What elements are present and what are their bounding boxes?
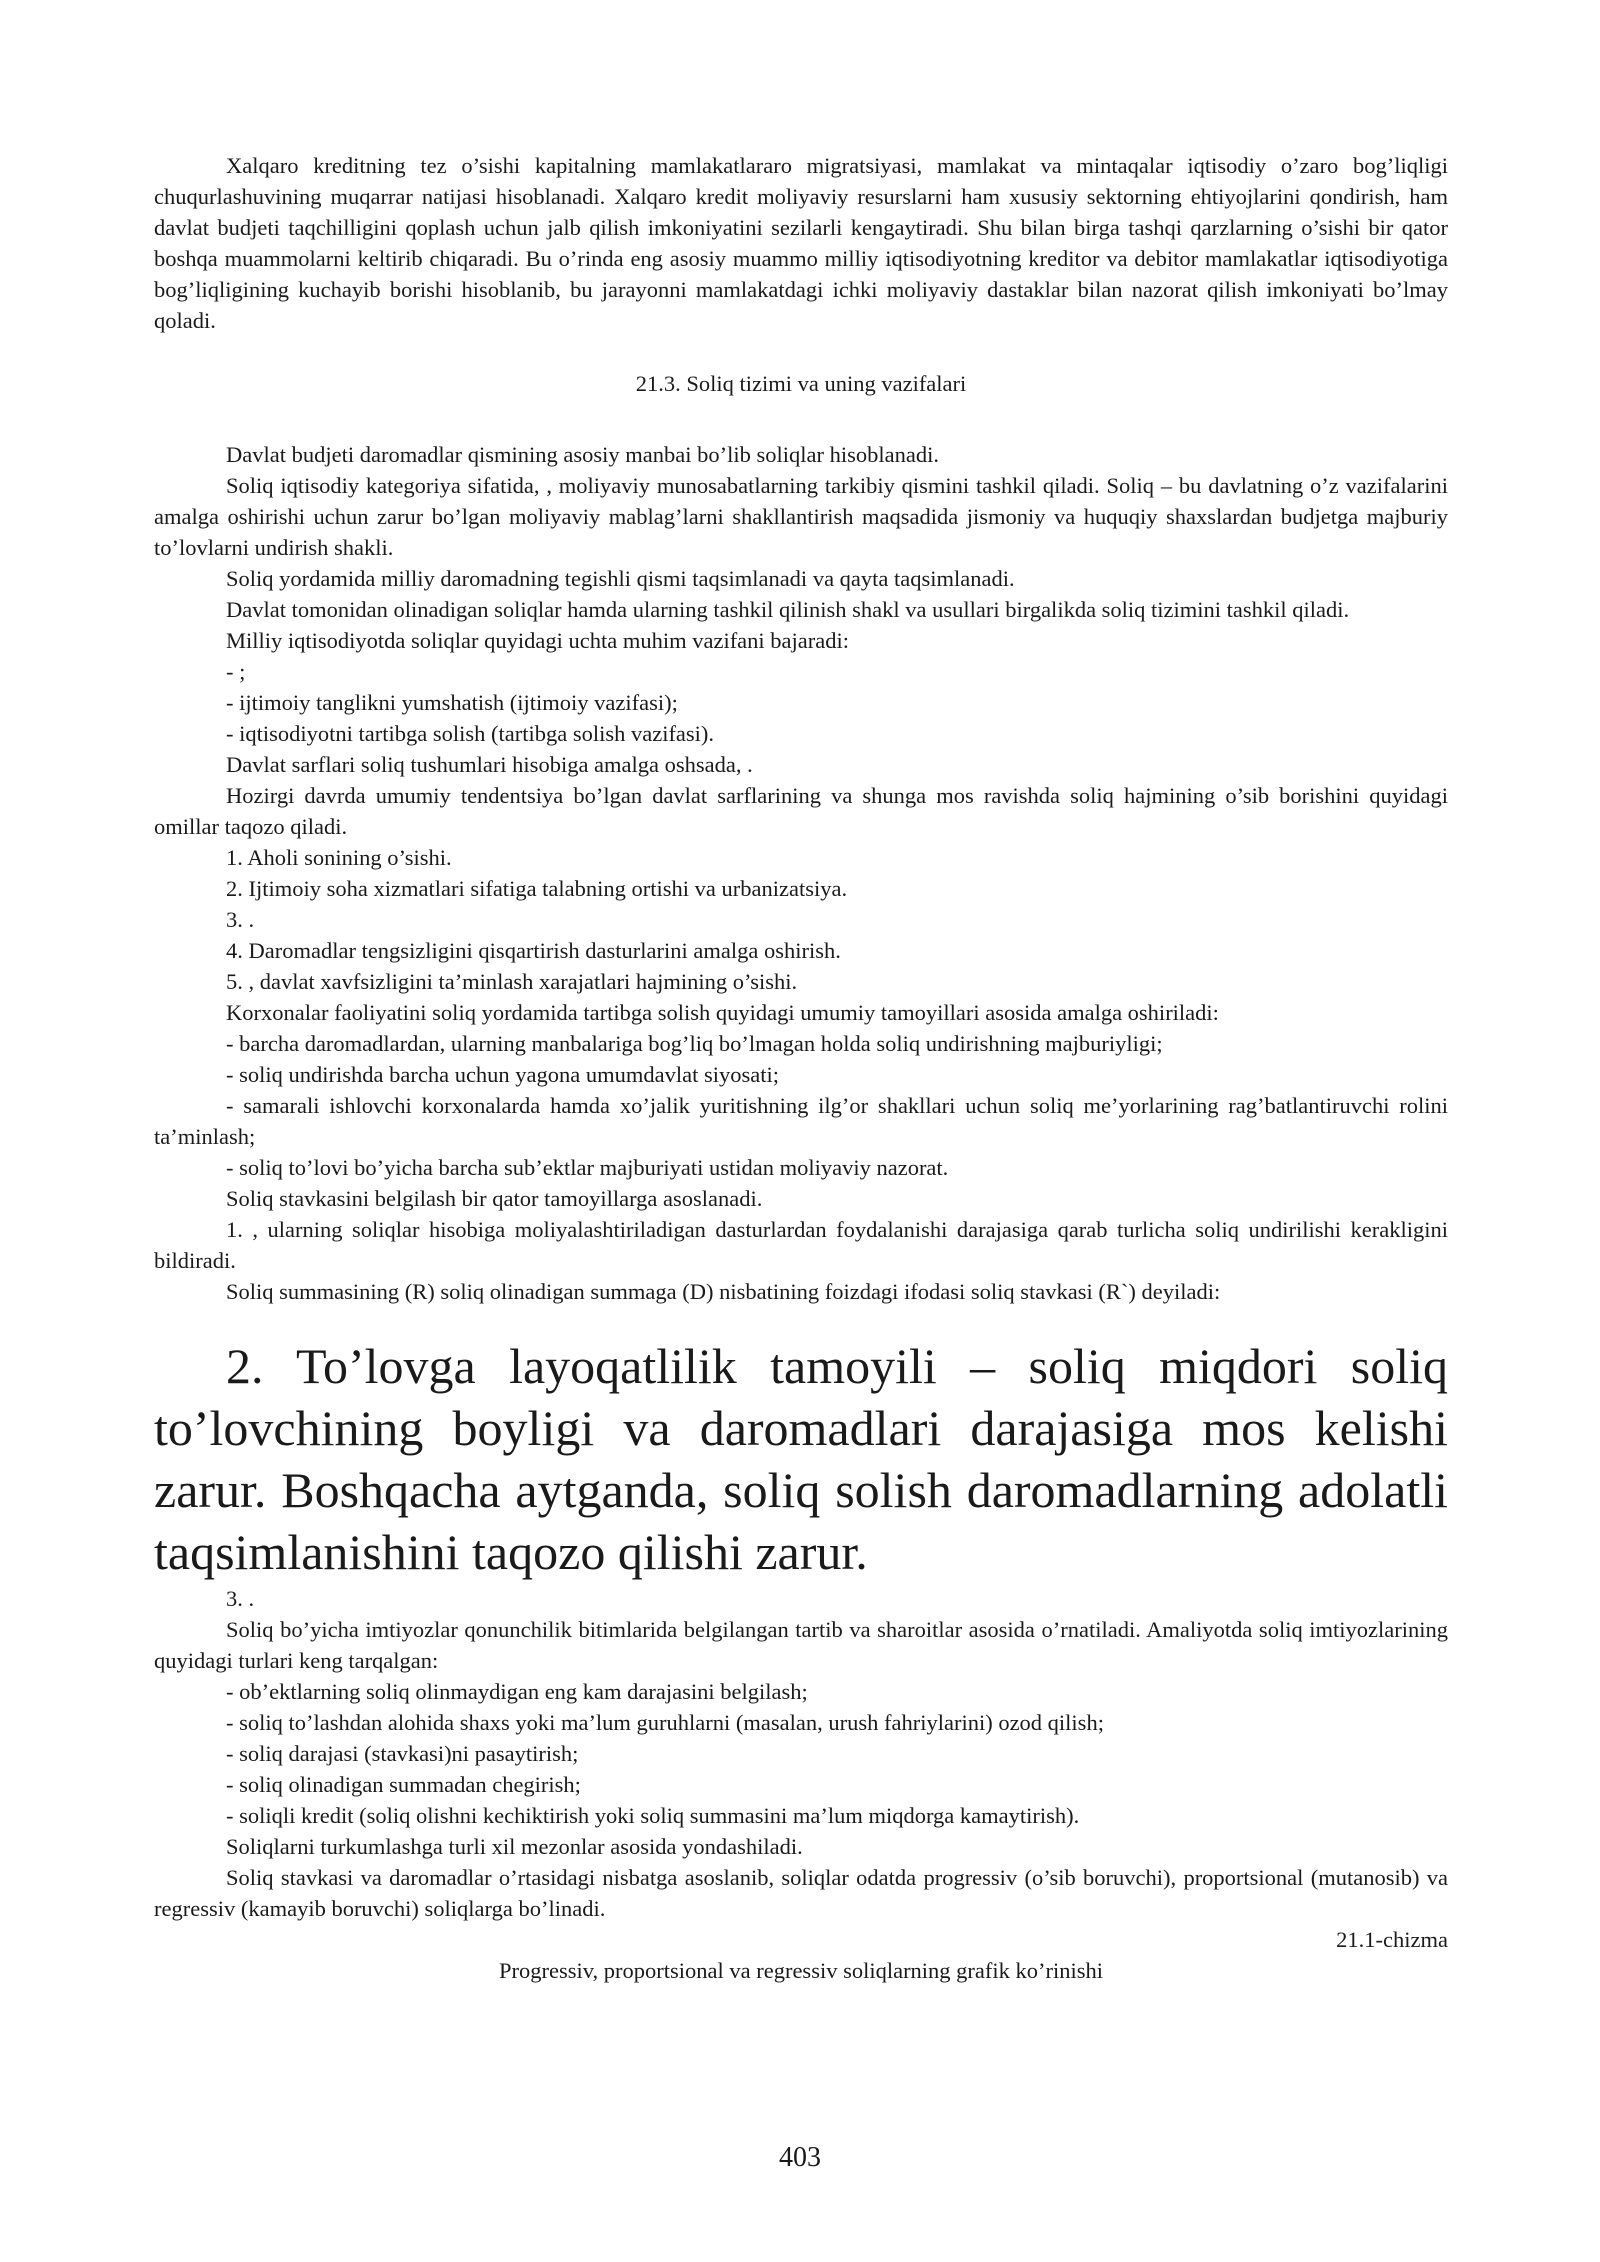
paragraph: Korxonalar faoliyatini soliq yordamida tartibga solish quyidagi umumiy tamoyillari asosida amalga oshiriladi:: [226, 1000, 1219, 1025]
list-item: - barcha daromadlardan, ularning manbalariga bog’liq bo’lmagan holda soliq undirishning majburiyligi;: [226, 1031, 1163, 1056]
paragraph: Soliq yordamida milliy daromadning tegishli qismi taqsimlanadi va qayta taqsimlanadi.: [226, 566, 1015, 591]
list-item: 5. , davlat xavfsizligini ta’minlash xarajatlari hajmining o’sishi.: [226, 969, 798, 994]
paragraph-group-a: [154, 439, 1448, 1307]
paragraph: Soliq bo’yicha imtiyozlar qonunchilik bitimlarida belgilangan tartib va sharoitlar asosida o’rnatiladi. Amaliyotda soliq imtiyozlarining quyidagi turlari keng tarqalgan:: [154, 1617, 1448, 1673]
page-number: 403: [779, 2142, 821, 2173]
large-paragraph: 2. To’lovga layoqatlilik tamoyili – soliq miqdori soliq to’lovchining boyligi va daromadlari darajasiga mos kelishi zarur. Boshqacha aytganda, soliq solish daromadlarning adolatli taqsimlanishini taqozo qilishi zarur.: [154, 1338, 1448, 1580]
paragraph: Soliqlarni turkumlashga turli xil mezonlar asosida yondashiladi.: [226, 1834, 803, 1859]
paragraph: Davlat budjeti daromadlar qismining asosiy manbai bo’lib soliqlar hisoblanadi.: [226, 442, 939, 467]
list-item: 2. Ijtimoiy soha xizmatlari sifatiga talabning ortishi va urbanizatsiya.: [226, 876, 848, 901]
paragraph: Davlat tomonidan olinadigan soliqlar hamda ularning tashkil qilinish shakl va usullari birgalikda soliq tizimini tashkil qiladi.: [226, 597, 1350, 622]
paragraph-group-b: [154, 1583, 1448, 1924]
paragraph: Soliq iqtisodiy kategoriya sifatida, , moliyaviy munosabatlarning tarkibiy qismini tashkil qiladi. Soliq – bu davlatning o’z vazifalarini amalga oshirishi uchun zarur bo’lgan moliyaviy mablag’larni shakllantirish maqsadida jismoniy va huquqiy shaxslardan budjetga majburiy to’lovlarni undirish shakli.: [154, 473, 1448, 560]
paragraph: Soliq stavkasini belgilash bir qator tamoyillarga asoslanadi.: [226, 1186, 763, 1211]
list-item: - soliq to’lovi bo’yicha barcha sub’ektlar majburiyati ustidan moliyaviy nazorat.: [226, 1155, 949, 1180]
list-item: 3. .: [226, 1586, 255, 1611]
section-heading: 21.3. Soliq tizimi va uning vazifalari: [635, 371, 967, 396]
paragraph: Milliy iqtisodiyotda soliqlar quyidagi uchta muhim vazifani bajaradi:: [226, 628, 850, 653]
paragraph: Hozirgi davrda umumiy tendentsiya bo’lgan davlat sarflarining va shunga mos ravishda soliq hajmining o’sib borishini quyidagi omillar taqozo qiladi.: [154, 783, 1448, 839]
list-item: - ijtimoiy tanglikni yumshatish (ijtimoiy vazifasi);: [226, 690, 678, 715]
list-item: - ;: [226, 659, 246, 684]
intro-paragraph: Xalqaro kreditning tez o’sishi kapitalning mamlakatlararo migratsiyasi, mamlakat va mintaqalar iqtisodiy o’zaro bog’liqligi chuqurlashuvining muqarrar natijasi hisoblanadi. Xalqaro kredit moliyaviy resurslarni ham xususiy sektorning ehtiyojlarini qondirish, ham davlat budjeti taqchilligini qoplash uchun jalb qilish imkoniyatini sezilarli kengaytiradi. Shu bilan birga tashqi qarzlarning o’sishi bir qator boshqa muammolarni keltirib chiqaradi. Bu o’rinda eng asosiy muammo milliy iqtisodiyotning kreditor va debitor mamlakatlar iqtisodiyotiga bog’liqligining kuchayib borishi hisoblanib, bu jarayonni mamlakatdagi ichki moliyaviy dastaklar bilan nazorat qilish imkoniyati bo’lmay qoladi.: [154, 153, 1448, 333]
paragraph: Soliq stavkasi va daromadlar o’rtasidagi nisbatga asoslanib, soliqlar odatda progressiv (o’sib boruvchi), proportsional (mutanosib) va regressiv (kamayib boruvchi) soliqlarga bo’linadi.: [154, 1865, 1448, 1921]
figure-label: 21.1-chizma: [1336, 1927, 1448, 1952]
list-item: - soliqli kredit (soliq olishni kechiktirish yoki soliq summasini ma’lum miqdorga kamaytirish).: [226, 1803, 1080, 1828]
list-item: - samarali ishlovchi korxonalarda hamda xo’jalik yuritishning ilg’or shakllari uchun soliq me’yorlarining rag’batlantiruvchi rolini ta’minlash;: [154, 1093, 1448, 1149]
paragraph: 1. , ularning soliqlar hisobiga moliyalashtiriladigan dasturlardan foydalanishi darajasiga qarab turlicha soliq undirilishi kerakligini bildiradi.: [154, 1217, 1448, 1273]
list-item: - soliq undirishda barcha uchun yagona umumdavlat siyosati;: [226, 1062, 780, 1087]
list-item: - ob’ektlarning soliq olinmaydigan eng kam darajasini belgilash;: [226, 1679, 808, 1704]
list-item: 4. Daromadlar tengsizligini qisqartirish dasturlarini amalga oshirish.: [226, 938, 841, 963]
list-item: - iqtisodiyotni tartibga solish (tartibga solish vazifasi).: [226, 721, 715, 746]
page-body: [154, 150, 1448, 1986]
list-item: - soliq to’lashdan alohida shaxs yoki ma’lum guruhlarni (masalan, urush fahriylarini) ozod qilish;: [226, 1710, 1104, 1735]
list-item: - soliq olinadigan summadan chegirish;: [226, 1772, 581, 1797]
list-item: 3. .: [226, 907, 255, 932]
paragraph: Davlat sarflari soliq tushumlari hisobiga amalga oshsada, .: [226, 752, 753, 777]
list-item: - soliq darajasi (stavkasi)ni pasaytirish;: [226, 1741, 579, 1766]
figure-caption: Progressiv, proportsional va regressiv soliqlarning grafik ko’rinishi: [498, 1958, 1104, 1983]
heading-spacer: [154, 399, 1448, 439]
paragraph: Soliq summasining (R) soliq olinadigan summaga (D) nisbatining foizdagi ifodasi soliq stavkasi (R`) deyiladi:: [226, 1279, 1221, 1304]
list-item: 1. Aholi sonining o’sishi.: [226, 845, 452, 870]
